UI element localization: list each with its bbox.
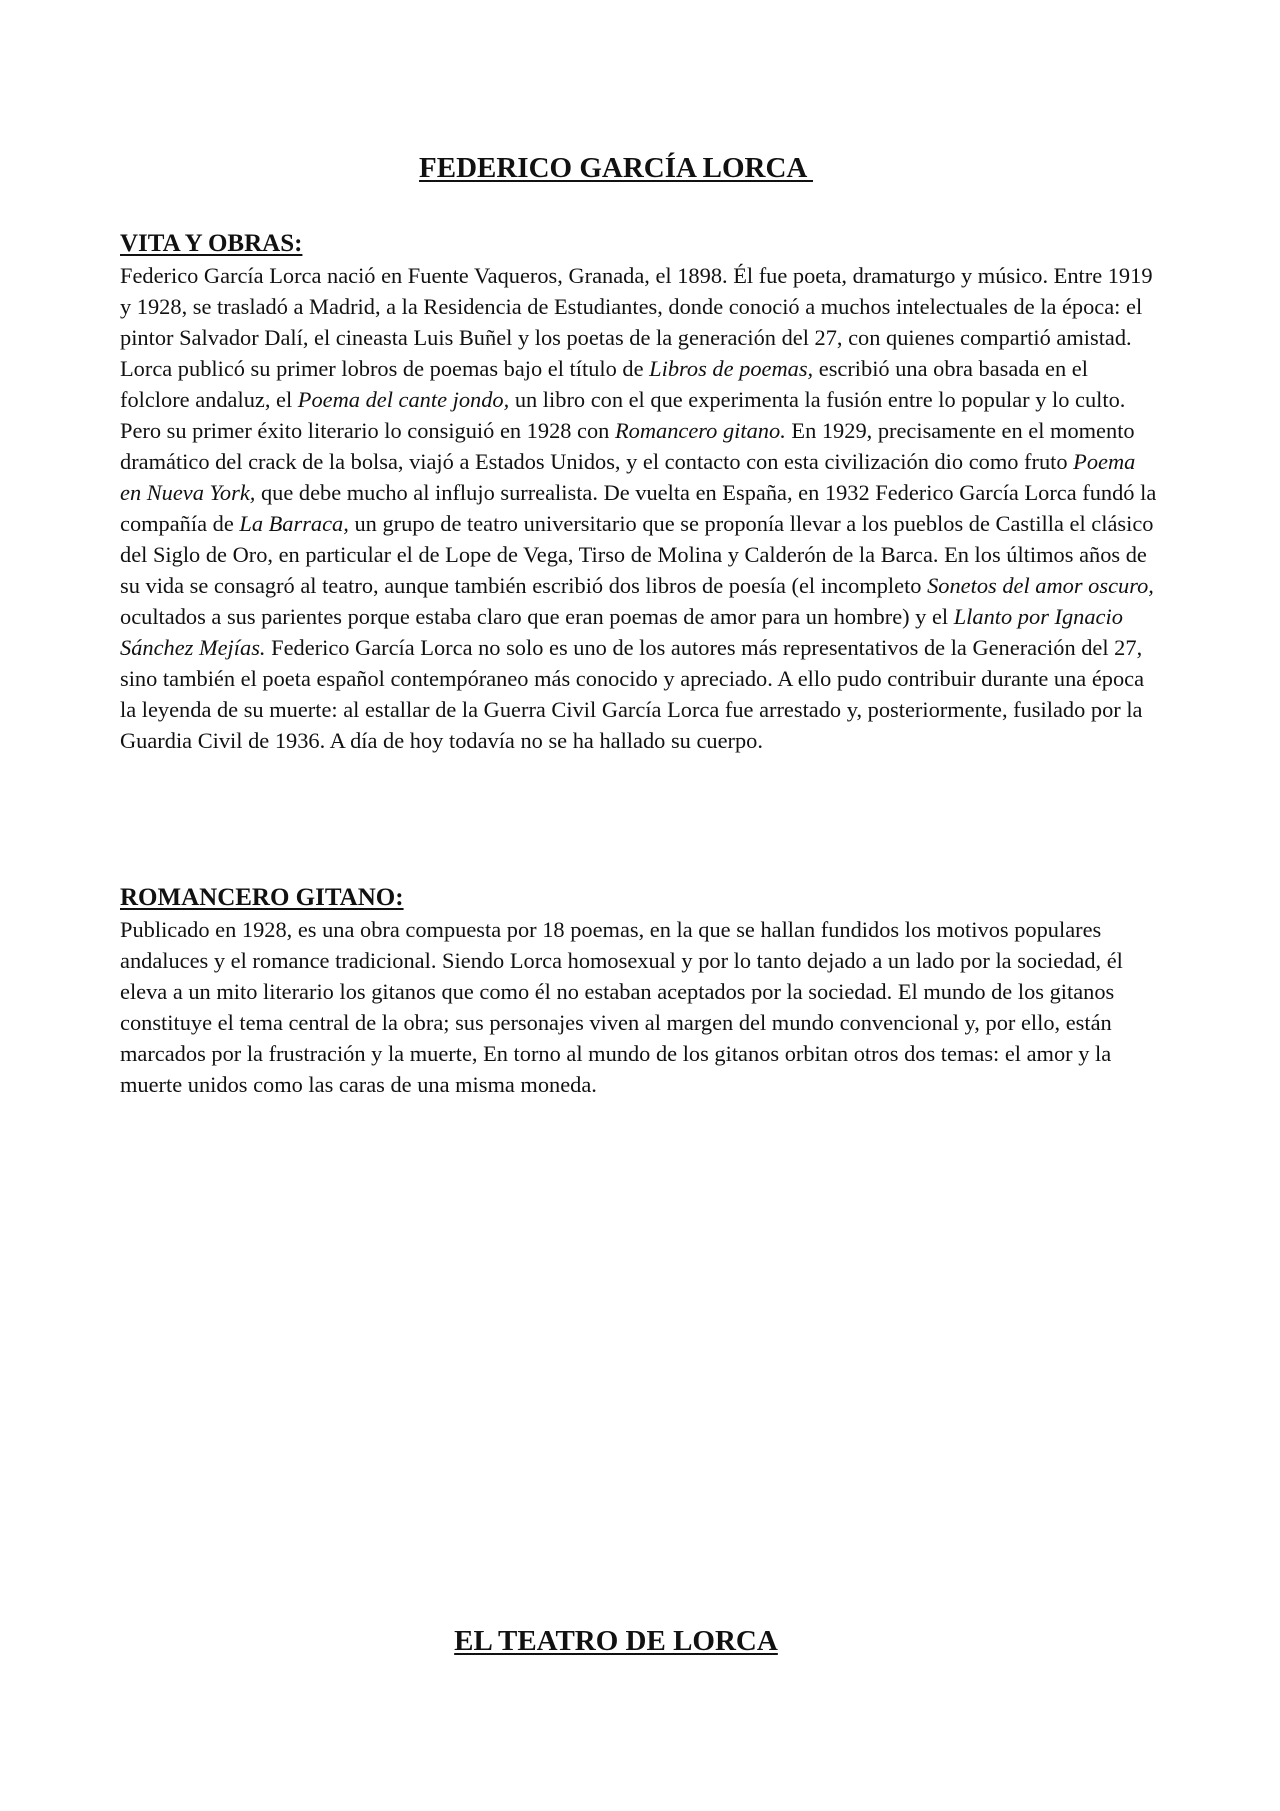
italic-title: Sonetos del amor oscuro, (927, 573, 1154, 598)
text-segment: Federico García Lorca nació en Fuente Vaqueros, Granada, el 1898. Él fue poeta, dramaturgo y músico. Entre 1919 y 1928, se trasladó a Madrid, a la Residencia de Estudiantes, donde conoció a muchos intelectuales de la época: el pintor Salvador Dalí, el cineasta Luis Buñel y los poetas de la generación del 27, con quienes compartió amistad. Lorca publicó su primer lobros de poemas bajo el título de (120, 263, 1153, 381)
italic-title: Romancero gitano. (614, 418, 786, 443)
italic-title: Llanto por Ignacio Sánchez Mejías. (120, 604, 1123, 660)
text-segment: En 1929, precisamente en el momento dramático del crack de la bolsa, viajó a Estados Unidos, y el contacto con esta civilización dio como fruto (120, 418, 1135, 474)
text-segment: Federico García Lorca no solo es uno de los autores más representativos de la Generación del 27, sino también el poeta español contempóraneo más conocido y apreciado. A ello pudo contribuir durante una época la leyenda de su muerte: al estallar de la Guerra Civil García Lorca fue arrestado y, posteriormente, fusilado por la Guardia Civil de 1936. A día de hoy todavía no se ha hallado su cuerpo. (120, 635, 1145, 753)
section-heading: ROMANCERO GITANO: (120, 884, 404, 911)
section-paragraph (120, 260, 1160, 756)
text-segment: ocultados a sus parientes porque estaba claro que eran poemas de amor para un hombre) y el (120, 604, 954, 629)
section-vita-y-obras (120, 228, 1160, 756)
next-section-title: EL TEATRO DE LORCA (454, 1625, 778, 1657)
text-segment: escribió una obra basada en el folclore andaluz, el (120, 356, 1088, 412)
text-segment: que debe mucho al influjo surrealista. De vuelta en España, en 1932 Federico García Lorca fundó la compañía de (120, 480, 1157, 536)
section-heading: VITA Y OBRAS: (120, 230, 303, 257)
text-segment: Publicado en 1928, es una obra compuesta por 18 poemas, en la que se hallan fundidos los motivos populares andaluces y el romance tradicional. Siendo Lorca homosexual y por lo tanto dejado a un lado por la sociedad, él eleva a un mito literario los gitanos que como él no estaban aceptados por la sociedad. El mundo de los gitanos constituye el tema central de la obra; sus personajes viven al margen del mundo convencional y, por ello, están marcados por la frustración y la muerte, En torno al mundo de los gitanos orbitan otros dos temas: el amor y la muerte unidos como las caras de una misma moneda. (120, 917, 1123, 1097)
italic-title: Poema en Nueva York, (120, 449, 1136, 505)
italic-title: Poema del cante jondo, (297, 387, 510, 412)
section-paragraph (120, 914, 1160, 1100)
text-segment: un grupo de teatro universitario que se proponía llevar a los pueblos de Castilla el clásico del Siglo de Oro, en particular el de Lope de Vega, Tirso de Molina y Calderón de la Barca. En los últimos años de su vida se consagró al teatro, aunque también escribió dos libros de poesía (el incompleto (120, 511, 1154, 598)
document-title: FEDERICO GARCÍA LORCA (419, 152, 813, 184)
text-segment: un libro con el que experimenta la fusión entre lo popular y lo culto. Pero su primer éxito literario lo consiguió en 1928 con (120, 387, 1126, 443)
section-romancero-gitano (120, 882, 1160, 1100)
italic-title: Libros de poemas, (649, 356, 814, 381)
italic-title: La Barraca, (239, 511, 349, 536)
